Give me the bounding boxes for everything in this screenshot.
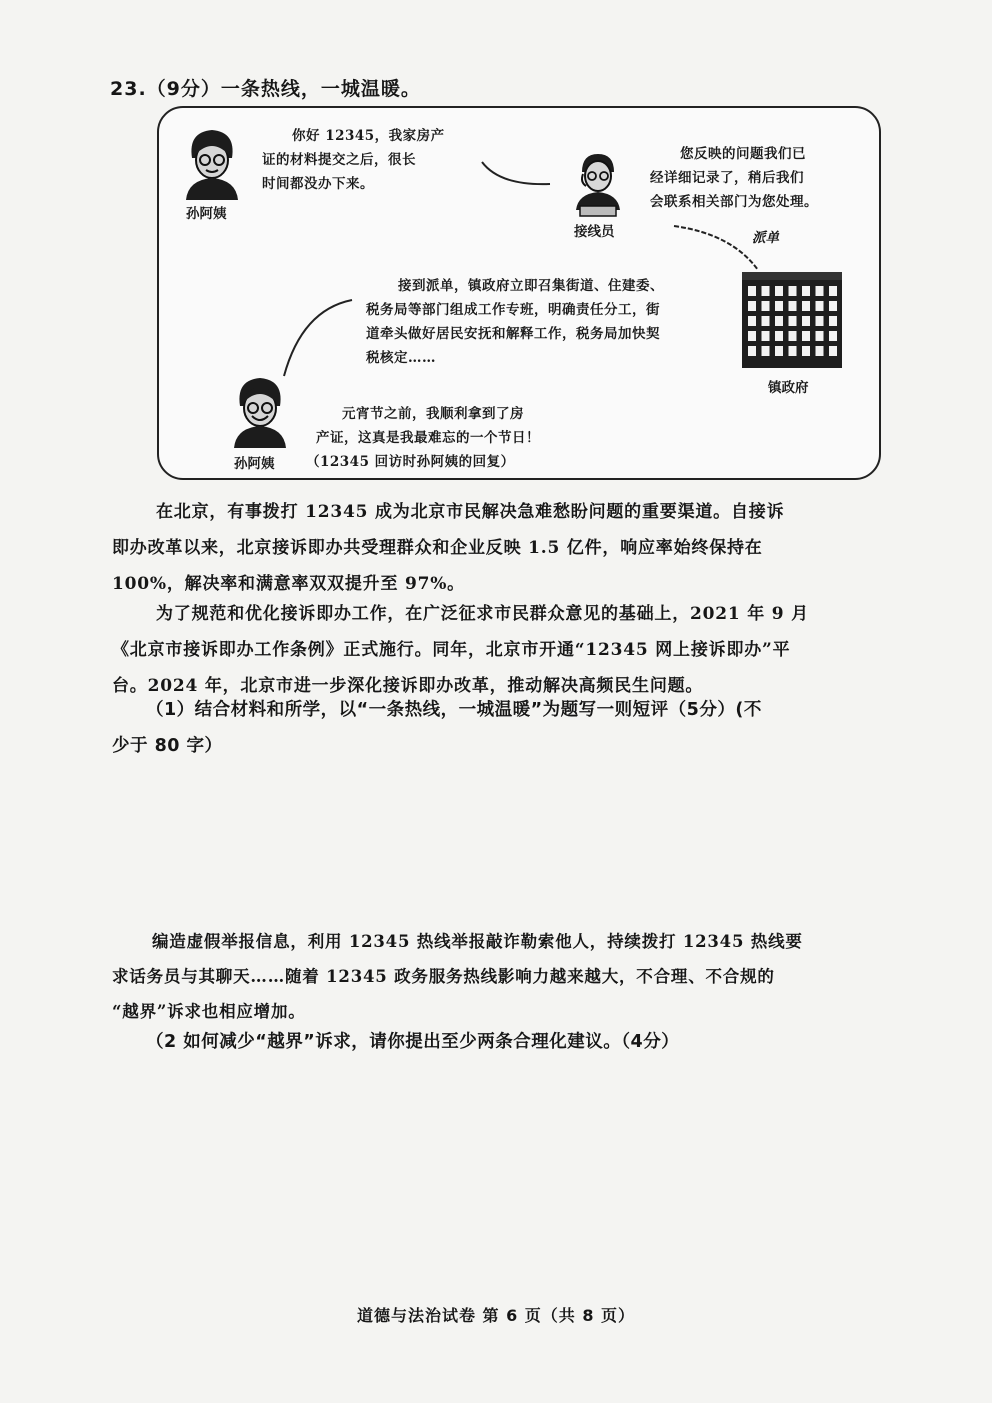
building-window (816, 301, 824, 311)
building-window (748, 316, 756, 326)
bubble-line: 证的材料提交之后，很长 (262, 152, 416, 168)
building-window (762, 286, 770, 296)
operator-figure-icon (572, 150, 624, 220)
government-building-icon (738, 270, 846, 370)
text-line: 《北京市接诉即办工作条例》正式施行。同年，北京市开通“12345 网上接诉即办”平 (112, 640, 791, 660)
building-window (789, 301, 797, 311)
label-sun-ayi-1: 孙阿姨 (186, 206, 227, 222)
bubble-line: 经详细记录了，稍后我们 (650, 170, 804, 186)
text-line: 在北京，有事拨打 12345 成为北京市民解决急难愁盼问题的重要渠道。自接诉 (156, 502, 785, 522)
label-government: 镇政府 (768, 380, 809, 396)
page-footer: 道德与法治试卷 第 6 页（共 8 页） (356, 1306, 636, 1325)
building-window (762, 301, 770, 311)
bubble-government (366, 274, 664, 370)
building-window (789, 346, 797, 356)
bubble-line: 税务局等部门组成工作专班，明确责任分工，街 (366, 302, 660, 318)
material-paragraph-3 (112, 924, 902, 1029)
text-line: “越界”诉求也相应增加。 (112, 1002, 306, 1021)
answer-area-1[interactable] (112, 770, 902, 910)
building-window (775, 301, 783, 311)
bubble-line: 时间都没办下来。 (262, 176, 374, 192)
bubble-operator (650, 142, 818, 214)
building-window (802, 331, 810, 341)
text-line: 台。2024 年，北京市进一步深化接诉即办改革，推动解决高频民生问题。 (112, 676, 704, 696)
building-window (789, 316, 797, 326)
text-line: 编造虚假举报信息，利用 12345 热线举报敲诈勒索他人，持续拨打 12345 热线要 (152, 932, 803, 951)
sub-question-1 (112, 692, 902, 764)
text-line: （1）结合材料和所学，以“一条热线，一城温暖”为题写一则短评（5分）(不 (146, 700, 762, 720)
building-window (816, 316, 824, 326)
building-window (748, 346, 756, 356)
bubble-sun-ayi-1 (262, 124, 445, 196)
sun-ayi-figure-icon (182, 124, 242, 200)
building-window (816, 346, 824, 356)
text-line: 求话务员与其聊天……随着 12345 政务服务热线影响力越来越大，不合理、不合规的 (112, 967, 775, 986)
bubble-line: 税核定…… (366, 350, 436, 366)
material-paragraph-2 (112, 596, 902, 704)
bubble-line: 你好 12345，我家房产 (292, 128, 445, 144)
building-window (789, 286, 797, 296)
bubble-line: 元宵节之前，我顺利拿到了房 (342, 406, 524, 422)
text-line: 少于 80 字） (112, 736, 223, 756)
speech-connector (480, 158, 560, 198)
building-window (802, 286, 810, 296)
building-window (829, 301, 837, 311)
material-paragraph-1 (112, 494, 902, 602)
building-window (802, 301, 810, 311)
sun-ayi-figure-icon (230, 372, 290, 448)
text-line: 为了规范和优化接诉即办工作，在广泛征求市民群众意见的基础上，2021 年 9 月 (156, 604, 809, 624)
building-window (775, 346, 783, 356)
label-operator: 接线员 (574, 224, 615, 240)
label-sun-ayi-2: 孙阿姨 (234, 456, 275, 472)
bubble-sun-ayi-2 (306, 402, 540, 474)
sub-question-2: （2 如何减少“越界”诉求，请你提出至少两条合理化建议。（4分） (146, 1032, 680, 1052)
bubble-line: （12345 回访时孙阿姨的回复） (306, 454, 515, 470)
building-window (748, 301, 756, 311)
question-header: 23.（9分）一条热线，一城温暖。 (110, 78, 421, 100)
bubble-line: 道牵头做好居民安抚和解释工作，税务局加快契 (366, 326, 660, 342)
building-window (802, 346, 810, 356)
building-window (762, 316, 770, 326)
bubble-line: 产证，这真是我最难忘的一个节日！ (316, 430, 540, 446)
building-window (748, 286, 756, 296)
building-window (762, 346, 770, 356)
building-window (829, 316, 837, 326)
bubble-line: 接到派单，镇政府立即召集街道、住建委、 (398, 278, 664, 294)
dispatch-label: 派单 (752, 230, 779, 246)
building-window (829, 286, 837, 296)
building-window (829, 346, 837, 356)
building-window (748, 331, 756, 341)
building-window (829, 331, 837, 341)
text-line: 即办改革以来，北京接诉即办共受理群众和企业反映 1.5 亿件，响应率始终保持在 (112, 538, 763, 558)
building-window (762, 331, 770, 341)
building-window (775, 286, 783, 296)
text-line: 100%，解决率和满意率双双提升至 97%。 (112, 574, 465, 594)
building-window (775, 316, 783, 326)
building-window (802, 316, 810, 326)
building-window (816, 331, 824, 341)
building-window (816, 286, 824, 296)
bubble-line: 您反映的问题我们已 (680, 146, 806, 162)
answer-area-2[interactable] (112, 1070, 902, 1270)
bubble-line: 会联系相关部门为您处理。 (650, 194, 818, 210)
building-window (775, 331, 783, 341)
building-window (789, 331, 797, 341)
